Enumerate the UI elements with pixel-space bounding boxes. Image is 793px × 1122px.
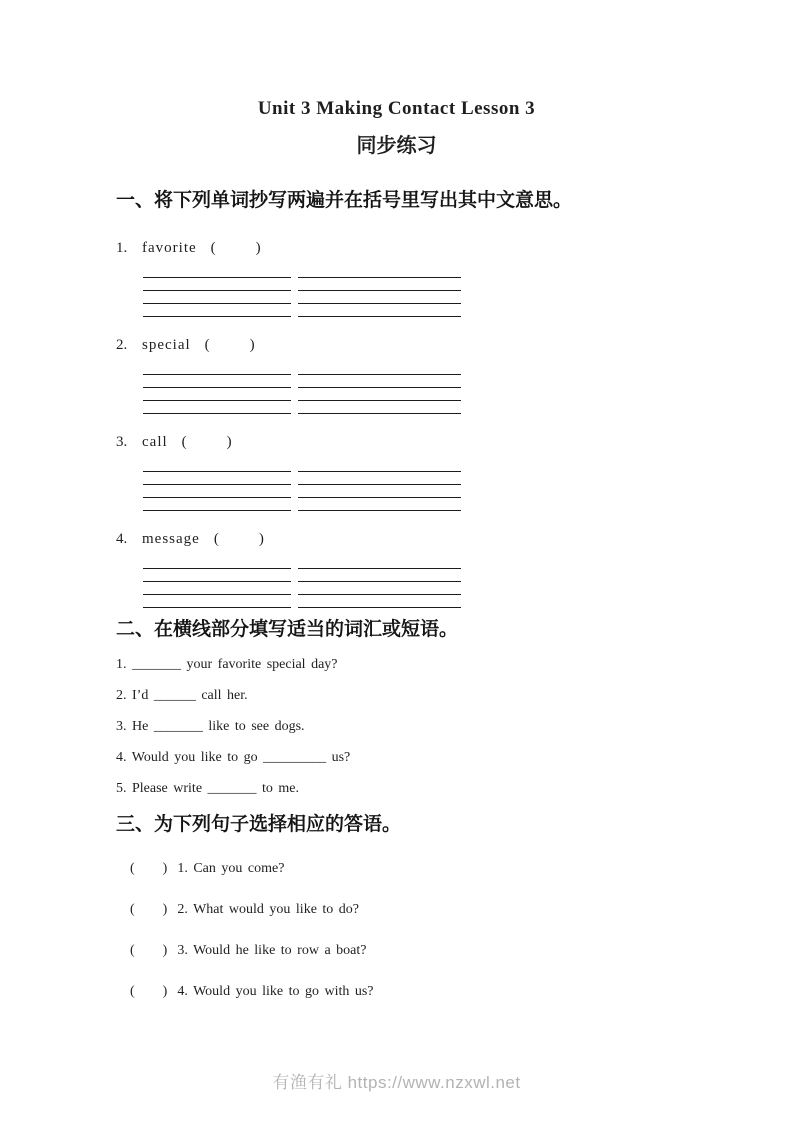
- copy-line: [298, 498, 461, 511]
- section-three-heading: 三、为下列句子选择相应的答语。: [116, 814, 402, 835]
- copy-line: [298, 388, 461, 401]
- paren-close: ): [162, 984, 168, 999]
- word-row: [116, 432, 753, 452]
- copy-line: [298, 375, 461, 388]
- copy-line: [143, 291, 291, 304]
- paren-open: (: [213, 531, 219, 547]
- paren-open: (: [130, 902, 135, 917]
- copy-line: [143, 388, 291, 401]
- copy-line: [298, 459, 461, 472]
- answer-brackets: [130, 943, 167, 958]
- document-title: Unit 3 Making Contact Lesson 3: [257, 98, 536, 119]
- copy-line: [143, 556, 291, 569]
- word-text: call: [142, 434, 168, 450]
- paren-close: ): [249, 337, 255, 353]
- copy-line: [298, 485, 461, 498]
- paren-close: ): [226, 434, 232, 450]
- fill-item: 1. _______ your favorite special day?: [116, 657, 338, 672]
- paren-open: (: [181, 434, 187, 450]
- copy-line: [298, 582, 461, 595]
- copy-line: [298, 278, 461, 291]
- word-parens: [182, 434, 232, 450]
- word-item-call: [116, 432, 753, 511]
- copy-line: [143, 362, 291, 375]
- copy-line: [298, 595, 461, 608]
- word-row: [116, 238, 753, 258]
- copy-lines: [143, 459, 753, 511]
- copy-line: [143, 278, 291, 291]
- fill-item: 3. He _______ like to see dogs.: [116, 719, 305, 734]
- answer-brackets: [130, 984, 167, 999]
- copy-line: [143, 498, 291, 511]
- copy-lines: [143, 265, 753, 317]
- paren-open: (: [130, 943, 135, 958]
- copy-line: [298, 569, 461, 582]
- word-item-favorite: [116, 238, 753, 317]
- copy-line: [143, 595, 291, 608]
- word-text: favorite: [142, 240, 197, 256]
- word-number: 3.: [116, 434, 128, 450]
- paren-close: ): [162, 943, 168, 958]
- footer-watermark: 有渔有礼 https://www.nzxwl.net: [272, 1073, 521, 1092]
- copy-line: [143, 265, 291, 278]
- choice-text: 3. Would he like to row a boat?: [177, 943, 367, 958]
- paren-close: ): [162, 861, 168, 876]
- word-parens: [205, 337, 255, 353]
- word-parens: [211, 240, 261, 256]
- copy-line: [143, 472, 291, 485]
- copy-line: [298, 291, 461, 304]
- paren-close: ): [255, 240, 261, 256]
- choice-text: 4. Would you like to go with us?: [177, 984, 374, 999]
- word-text: message: [142, 531, 200, 547]
- choice-item: [130, 901, 753, 919]
- copy-line: [143, 569, 291, 582]
- copy-line: [143, 304, 291, 317]
- paren-open: (: [210, 240, 216, 256]
- choice-item: [130, 983, 753, 1001]
- copy-lines: [143, 362, 753, 414]
- word-number: 1.: [116, 240, 128, 256]
- copy-line: [298, 556, 461, 569]
- choice-item: [130, 860, 753, 878]
- copy-line: [298, 362, 461, 375]
- word-parens: [214, 531, 264, 547]
- worksheet-content: [0, 188, 793, 1001]
- copy-line: [143, 401, 291, 414]
- word-text: special: [142, 337, 191, 353]
- copy-lines: [143, 556, 753, 608]
- paren-close: ): [258, 531, 264, 547]
- document-subtitle: 同步练习: [356, 135, 437, 157]
- section-two-heading: 二、在横线部分填写适当的词汇或短语。: [116, 619, 459, 640]
- choice-item: [130, 942, 753, 960]
- paren-close: ): [162, 902, 168, 917]
- fill-item: 2. I’d ______ call her.: [116, 688, 248, 703]
- word-number: 2.: [116, 337, 128, 353]
- paren-open: (: [130, 984, 135, 999]
- copy-line: [143, 375, 291, 388]
- answer-brackets: [130, 861, 167, 876]
- copy-line: [143, 485, 291, 498]
- copy-line: [298, 401, 461, 414]
- word-row: [116, 335, 753, 355]
- copy-line: [298, 265, 461, 278]
- copy-line: [143, 459, 291, 472]
- copy-line: [298, 472, 461, 485]
- paren-open: (: [130, 861, 135, 876]
- word-item-special: [116, 335, 753, 414]
- fill-item: 5. Please write _______ to me.: [116, 781, 300, 796]
- copy-line: [298, 304, 461, 317]
- section-one-heading: 一、将下列单词抄写两遍并在括号里写出其中文意思。: [116, 190, 573, 211]
- word-item-message: [116, 529, 753, 608]
- paren-open: (: [204, 337, 210, 353]
- answer-brackets: [130, 902, 167, 917]
- word-row: [116, 529, 753, 549]
- word-number: 4.: [116, 531, 128, 547]
- copy-line: [143, 582, 291, 595]
- choice-text: 2. What would you like to do?: [177, 902, 360, 917]
- choice-text: 1. Can you come?: [177, 861, 285, 876]
- fill-item: 4. Would you like to go _________ us?: [116, 750, 351, 765]
